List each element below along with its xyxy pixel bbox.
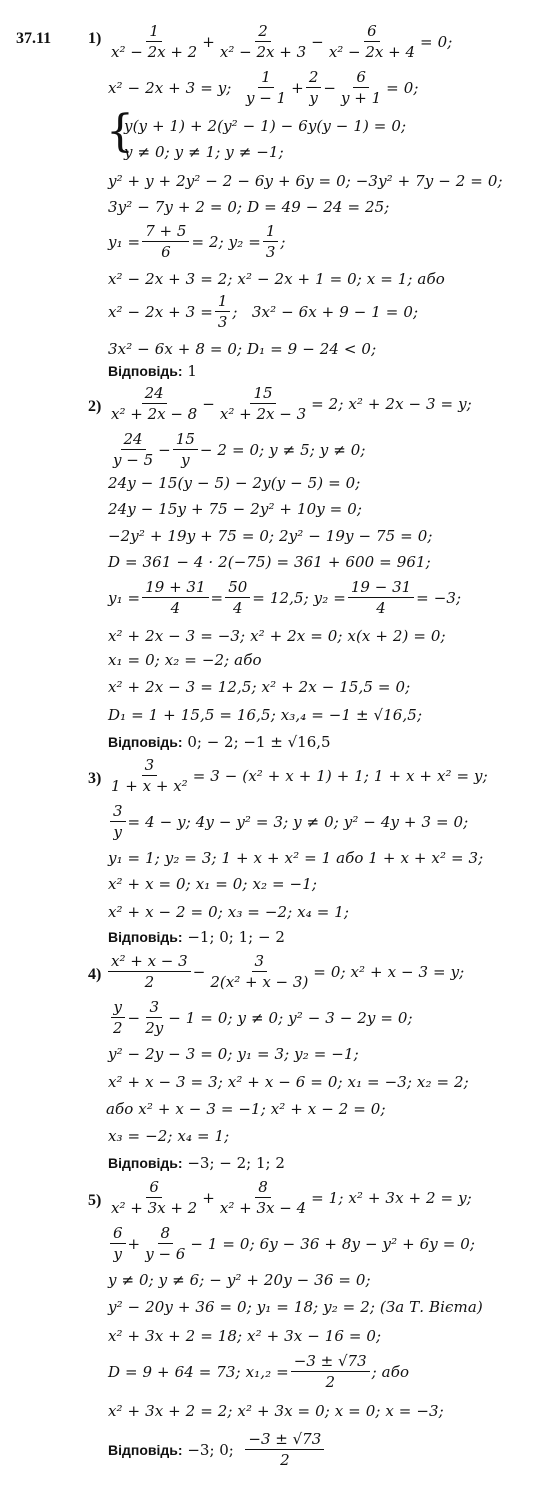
equation-line: x² + 2x − 3 = 12,5; x² + 2x − 15,5 = 0; [108,678,411,696]
equation-line: x₃ = −2; x₄ = 1; [108,1127,230,1145]
equation-line: x² + x − 3 = 3; x² + x − 6 = 0; x₁ = −3; x₂ = 2; [108,1073,469,1091]
equation-line: y₁ = 1; y₂ = 3; 1 + x + x² = 1 або 1 + x + x² = 3; [108,849,484,867]
fraction: $\frac{2}{\text{x² − 2x + 3}}$ [219,22,307,61]
equation-line: y ≠ 0; y ≠ 6; − y² + 20y − 36 = 0; [108,1271,371,1289]
equation-line: 24y − 15y + 75 − 2y² + 10y = 0; [108,500,363,518]
part-label-4: 4) [88,966,102,983]
equation-line: x² − 2x + 3 = 2; x² − 2x + 1 = 0; x = 1; або [108,270,445,288]
fraction: $\frac{6}{\text{x² − 2x + 4}}$ [328,22,416,61]
equation-line: x² + 3x + 2 = 18; x² + 3x − 16 = 0; [108,1327,382,1345]
equation-line: x² + x = 0; x₁ = 0; x₂ = −1; [108,875,317,893]
equation-line: y² + y + 2y² − 2 − 6y + 6y = 0; −3y² + 7y − 2 = 0; [108,172,503,190]
equation-line: $\frac{\text{x² + x − 3}}{2}$ − $\frac{3}{\text{2(x² + x − 3)}}$ = 0; x² + x − 3 = y; [106,952,558,991]
equation-line: $\frac{24}{\text{x² + 2x − 8}}$ − $\frac{15}{\text{x² + 2x − 3}}$ = 2; x² + 2x − 3 = y; [111,384,472,423]
part-label-1: 1) [88,30,102,47]
answer-line: Відповідь: −1; 0; 1; − 2 [108,928,285,946]
part-label-5: 5) [88,1192,102,1209]
system-brace: { [106,106,134,157]
answer-line: Відповідь: 1 [108,362,197,380]
equation-line: D = 9 + 64 = 73; x₁,₂ = $\frac{-3 \pm √73}{2}$ ; або [108,1352,410,1391]
answer-line: Відповідь: −3; − 2; 1; 2 [108,1154,285,1172]
equation-line: $\frac{3}{\text{1 + x + x²}}$ = 3 − (x² + x + 1) + 1; 1 + x + x² = y; [111,756,488,795]
equation-line: $\frac{y}{2}$ − $\frac{3}{2y}$ − 1 = 0; y ≠ 0; y² − 3 − 2y = 0; [108,998,558,1037]
equation-line: 3x² − 6x + 8 = 0; D₁ = 9 − 24 < 0; [108,340,377,358]
equation-line: x² + 2x − 3 = −3; x² + 2x = 0; x(x + 2) = 0; [108,627,446,645]
equation-line: y² − 20y + 36 = 0; y₁ = 18; y₂ = 2; (За Т. Вієта) [108,1298,483,1316]
answer-line: Відповідь: −3; 0; $\frac{-3 \pm √73}{2}$ [108,1430,558,1469]
problem-number: 37.11 [16,30,52,47]
equation-line: y₁ = $\frac{19 + 31}{4}$ = $\frac{50}{4}$ = 12,5; y₂ = $\frac{19 - 31}{4}$ = −3; [108,578,462,617]
equation-line: 3y² − 7y + 2 = 0; D = 49 − 24 = 25; [108,198,390,216]
equation-line: y ≠ 0; y ≠ 1; y ≠ −1; [124,143,284,161]
equation-line: $\frac{6}{y}$ + $\frac{8}{y - 6}$ − 1 = 0; 6y − 36 + 8y − y² + 6y = 0; [108,1224,558,1263]
equation-line: x² − 2x + 3 = y; $\frac{1}{y - 1}$ + $\frac{2}{y}$ − $\frac{6}{y + 1}$ = 0; [108,68,419,107]
equation-line: −2y² + 19y + 75 = 0; 2y² − 19y − 75 = 0; [108,527,433,545]
equation-line: x² − 2x + 3 = $\frac{1}{3}$ ; 3x² − 6x + 9 − 1 = 0; [108,292,419,331]
equation-line: y² − 2y − 3 = 0; y₁ = 3; y₂ = −1; [108,1045,359,1063]
equation-line: або x² + x − 3 = −1; x² + x − 2 = 0; [106,1100,386,1118]
equation-line: $\frac{24}{y - 5}$ − $\frac{15}{y}$ − 2 = 0; y ≠ 5; y ≠ 0; [113,430,366,469]
equation-line: x₁ = 0; x₂ = −2; або [108,651,262,669]
fraction: $\frac{1}{\text{x² − 2x + 2}}$ [111,22,198,61]
equation-line: y(y + 1) + 2(y² − 1) − 6y(y − 1) = 0; [124,117,407,135]
part-label-3: 3) [88,770,102,787]
equation-line: D = 361 − 4 · 2(−75) = 361 + 600 = 961; [108,553,431,571]
equation-line: $\frac{6}{\text{x² + 3x + 2}}$ + $\frac{8}{\text{x² + 3x − 4}}$ = 1; x² + 3x + 2 = y; [111,1178,472,1217]
equation-line: 24y − 15(y − 5) − 2y(y − 5) = 0; [108,474,361,492]
equation-line: y₁ = $\frac{7 + 5}{6}$ = 2; y₂ = $\frac{1}{3}$ ; [108,222,286,261]
part-label-2: 2) [88,398,102,415]
equation-line: x² + x − 2 = 0; x₃ = −2; x₄ = 1; [108,903,350,921]
answer-line: Відповідь: 0; − 2; −1 ± √16,5 [108,733,331,751]
equation-line: D₁ = 1 + 15,5 = 16,5; x₃,₄ = −1 ± √16,5; [108,706,423,724]
equation-line: $\frac{1}{\text{x² − 2x + 2}}$ + $\frac{2}{\text{x² − 2x + 3}}$ − $\frac{6}{\text{x² − 2x + 4}}$ = 0; [106,22,558,61]
equation-line: x² + 3x + 2 = 2; x² + 3x = 0; x = 0; x = −3; [108,1402,444,1420]
equation-line: $\frac{3}{y}$ = 4 − y; 4y − y² = 3; y ≠ 0; y² − 4y + 3 = 0; [108,802,558,841]
